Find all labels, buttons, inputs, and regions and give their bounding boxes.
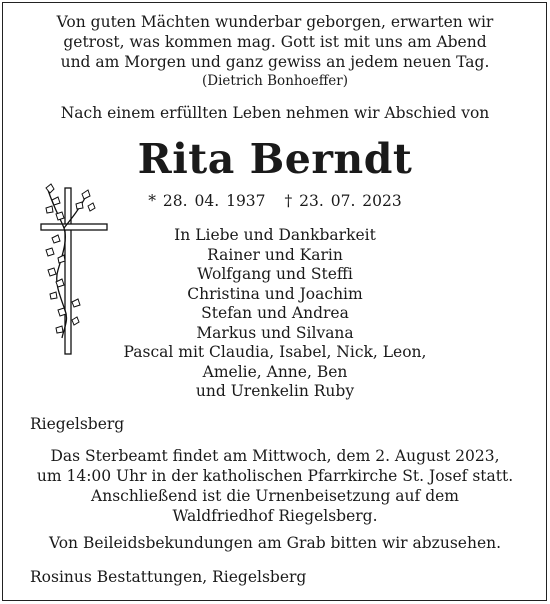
family-line: Wolfgang und Steffi [197, 265, 353, 283]
deceased-name: Rita Berndt [137, 135, 413, 183]
poem-line: Von guten Mächten wunderbar geborgen, erwarten wir [56, 13, 494, 31]
family-line: Stefan und Andrea [201, 304, 349, 322]
poem-author: (Dietrich Bonhoeffer) [202, 73, 348, 89]
family-line: Christina und Joachim [187, 284, 363, 303]
poem [0, 12, 550, 90]
birth-date: * 28. 04. 1937 [148, 192, 266, 210]
family-line: Markus und Silvana [196, 323, 354, 342]
family-line: und Urenkelin Ruby [195, 382, 355, 400]
intro-text: Nach einem erfüllten Leben nehmen wir Abschied von [60, 104, 490, 122]
notice-line: Anschließend ist die Urnenbeisetzung auf dem [91, 487, 459, 505]
poem-line: und am Morgen und ganz gewiss an jedem neuen Tag. [60, 53, 490, 71]
family-line: In Liebe und Dankbarkeit [174, 226, 376, 244]
funeral-notice [0, 446, 550, 526]
family-line: Amelie, Anne, Ben [202, 362, 348, 381]
notice-line: Waldfriedhof Riegelsberg. [172, 507, 378, 525]
notice-line: Das Sterbeamt findet am Mittwoch, dem 2. August 2023, [50, 447, 500, 465]
condolence-note: Von Beileidsbekundungen am Grab bitten wir abzusehen. [48, 534, 502, 552]
family-line: Rainer und Karin [207, 245, 343, 264]
family-line: Pascal mit Claudia, Isabel, Nick, Leon, [123, 343, 427, 361]
notice-line: um 14:00 Uhr in der katholischen Pfarrkirche St. Josef statt. [36, 467, 514, 485]
death-date: † 23. 07. 2023 [284, 192, 402, 210]
family-list [0, 226, 550, 402]
undertaker-name: Rosinus Bestattungen, Riegelsberg [30, 568, 307, 586]
poem-line: getrost, was kommen mag. Gott ist mit uns am Abend [63, 33, 487, 51]
place-name: Riegelsberg [30, 415, 125, 433]
